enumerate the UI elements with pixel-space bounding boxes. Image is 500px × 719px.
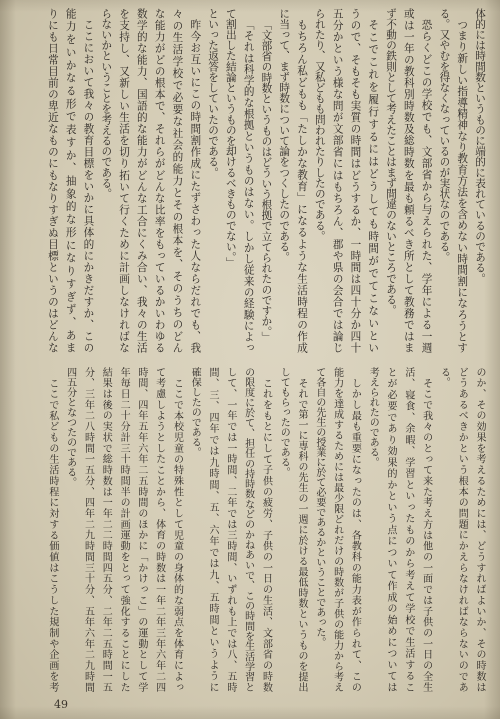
text-line: ここで本校児童の特殊性として児童の身体的な弱点を体育によっ bbox=[171, 378, 183, 692]
text-line: て割出した結論というものを却けるべきものでない。」 bbox=[224, 8, 237, 268]
text-line: といった返答をしていたのである。 bbox=[207, 8, 220, 178]
text-line: とが必要であり効果的かという点について作成の始めについては bbox=[385, 367, 397, 692]
text-line: 間、三、四年では九時間、五、六年では九、五時間というように bbox=[207, 367, 219, 692]
text-line: の限度に於て、担任の持時数などのかねあいで、この時間を生活学習と bbox=[242, 367, 254, 692]
text-line: 或は一年の教科別時数及総時数を最も頼るべき所として教務ではま bbox=[402, 8, 415, 353]
text-line: もちろん私どもも「たしかな教育」になるような生活時程の作成 bbox=[296, 19, 309, 353]
text-line: られたり、又私どもも問われたりしたのである。 bbox=[313, 8, 326, 242]
text-line: に当って、まず時数について論をつくしたのである。 bbox=[278, 8, 291, 263]
text-line: 「それは科学的な根拠というものはない。しかし従来の経験によっ bbox=[242, 19, 255, 353]
text-line: 五分かという様な問が文部省にはもちろん、郡や県の会合では論じ bbox=[331, 8, 344, 353]
text-line: ここで私どもの生活時程に対する価値はこうした規制や企画を考 bbox=[46, 378, 58, 692]
text-line: 能力を達成するためには最少限どれだけの時数が子供の能力から考え bbox=[331, 367, 343, 692]
text-line: 「文部省の時数というものはどういう根拠で立てられたのですか。」 bbox=[260, 19, 273, 343]
text-line: そこでこれを履行するにはどうしても時間がでてこないとい bbox=[367, 19, 380, 353]
text-line: ず不動の鉄則として考えたことはまず間違のないところである。 bbox=[385, 8, 398, 316]
text-line: ここにおいて我々の教育目標をいかに具体的にかきだすか、この bbox=[82, 19, 95, 353]
text-line: 数学的な能力、国語的な能力がどんな工合にくみ合い、我々の生活 bbox=[135, 8, 148, 353]
text-line: て各自の先生の授業に於て必要であるかということであった。 bbox=[313, 367, 325, 647]
text-line: る。又やむを得なくなっているのが実状なのである。 bbox=[438, 8, 451, 263]
text-line: 年毎日二十分計三十時間半の計画運動をとって強化することにした bbox=[118, 367, 130, 692]
text-line: 結果は後の実状で総時数は一年二二時間四五分、二年二五時間一五 bbox=[100, 367, 112, 692]
text-line: どうあるべきかという根本の問題にかえらなければならないのであ bbox=[456, 367, 468, 692]
text-line: 四五分となつたのである。 bbox=[64, 367, 76, 487]
text-line: て考慮しようとしたことから、体育の時数は一年二年三年六年二四 bbox=[153, 367, 165, 692]
text-line: りにも日常目前の卑近なものにもなりすぎぬ目標というのはどんな bbox=[46, 8, 59, 353]
text-line: 分、三年二八時間一五分、四年二九時間三十分、五年六年二九時間 bbox=[82, 367, 94, 692]
text-line: を支持し、又新しい生活を切り拓いて行くために計画しなければな bbox=[118, 8, 131, 353]
text-line: のか、その効果を考えるためには、どうすればよいか、その時数は bbox=[474, 367, 485, 692]
text-line: してもらったのである。 bbox=[278, 367, 290, 477]
text-line: して、一年では一時間、二年では三時間、いずれも上では八、五時 bbox=[224, 367, 236, 692]
text-line: 々の生活学校で必要な社会的能力とその根本を、そのうちのどん bbox=[171, 8, 184, 353]
text-line: しかし最も重要になったのは、各教科の能力表が作られて、この bbox=[349, 378, 361, 692]
text-line: 昨今お互いにこの時間割作成にたずさわった人ならだれでも、我 bbox=[189, 19, 202, 353]
text-line: 恐らくどこの学校でも、文部省から与えられた、学年による一週 bbox=[420, 19, 433, 353]
text-line: 確保したのである。 bbox=[189, 367, 201, 457]
text-line: うので、そもそも実質の時間はどうするか、一時間は四十分か四十 bbox=[349, 8, 362, 353]
page-number: 49 bbox=[54, 698, 68, 711]
lower-text-block bbox=[43, 367, 488, 692]
text-line: 活、寝食、余暇、学習といったものから考えて学校で生活するこ bbox=[402, 367, 414, 692]
text-line: らないかということを考えるのである。 bbox=[100, 8, 113, 199]
text-line: そこで我々のとって来た考え方は他の一面では子供の一日の全生 bbox=[420, 378, 432, 692]
text-line: 考えられたのである。 bbox=[367, 367, 379, 467]
text-line: 能力をいかなる形で表すか、抽象的な形になりすぎず、あま bbox=[64, 8, 77, 353]
text-line: 体的には時間数というものに端的に表れているのである。 bbox=[474, 8, 486, 284]
text-line: 時間、四年五年六年二五時間のほかに「かけっこ」の運動として学 bbox=[135, 367, 147, 692]
text-line: つまり新しい指導精神なり教育方法を含めない時間割になろうとす bbox=[456, 19, 469, 353]
text-line: る。 bbox=[438, 367, 450, 387]
text-line: これをもとにして子供の疲労、子供の一日の生活、文部省の時数 bbox=[260, 378, 272, 692]
text-line: それで第一に専科の先生の一週に於ける最低時数というものを提出 bbox=[296, 378, 308, 692]
text-line: な能力がどの根本で、それらがどんな比率をもっているかいわゆる bbox=[153, 8, 166, 353]
upper-text-block bbox=[43, 8, 488, 353]
